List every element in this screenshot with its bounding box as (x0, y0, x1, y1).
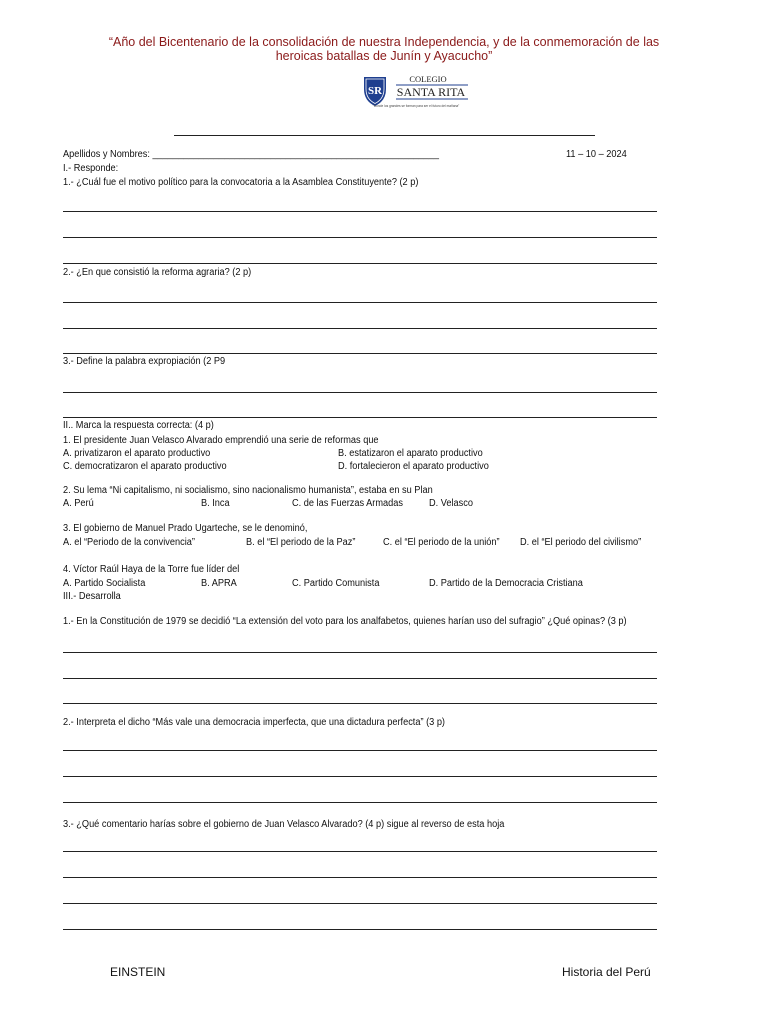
answer-line (63, 237, 657, 238)
answer-line (63, 750, 657, 751)
answer-line (63, 302, 657, 303)
question-1-1: 1.- ¿Cuál fue el motivo político para la convocatoria a la Asamblea Constituyente? (2 p) (63, 177, 419, 188)
question-3-1: 1.- En la Constitución de 1979 se decidió “La extensión del voto para los analfabetos, quienes harían uso del sufragio” ¿Qué opinas? (3 p) (63, 616, 627, 627)
mc-1-option-a: A. privatizaron el aparato productivo (63, 448, 211, 459)
question-1-2: 2.- ¿En que consistió la reforma agraria? (2 p) (63, 267, 252, 278)
mc-2-option-a: A. Perú (63, 498, 94, 509)
logo-school-top: COLEGIO (409, 74, 447, 84)
answer-line (63, 776, 657, 777)
mc-3-option-b: B. el “El periodo de la Paz” (246, 537, 356, 548)
answer-line (63, 851, 657, 852)
mc-question-2: 2. Su lema “Ni capitalismo, ni socialismo, sino nacionalismo humanista”, estaba en su Plan (63, 485, 433, 496)
header-quote-line-2: heroicas batallas de Junín y Ayacucho” (275, 49, 493, 63)
answer-line (63, 263, 657, 264)
answer-line (63, 328, 657, 329)
section-2-title: II.. Marca la respuesta correcta: (4 p) (63, 420, 214, 431)
answer-line (63, 678, 657, 679)
mc-4-option-d: D. Partido de la Democracia Cristiana (429, 578, 583, 589)
mc-2-option-c: C. de las Fuerzas Armadas (292, 498, 403, 509)
mc-2-option-d: D. Velasco (429, 498, 473, 509)
logo-initials: SR (367, 85, 383, 97)
student-name-label (63, 149, 439, 160)
mc-4-option-c: C. Partido Comunista (292, 578, 380, 589)
mc-3-option-a: A. el “Periodo de la convivencia” (63, 537, 195, 548)
footer-left: EINSTEIN (110, 965, 166, 979)
answer-line (63, 652, 657, 653)
section-3-title: III.- Desarrolla (63, 591, 121, 602)
mc-question-4: 4. Víctor Raúl Haya de la Torre fue líder del (63, 564, 240, 575)
question-3-3: 3.- ¿Qué comentario harías sobre el gobierno de Juan Velasco Alvarado? (4 p) sigue al reverso de esta hoja (63, 819, 505, 830)
question-1-3: 3.- Define la palabra expropiación (2 P9 (63, 356, 226, 367)
answer-line (63, 703, 657, 704)
shield-icon (360, 71, 472, 109)
mc-4-option-a: A. Partido Socialista (63, 578, 146, 589)
answer-line (63, 211, 657, 212)
mc-1-option-d: D. fortalecieron el aparato productivo (338, 461, 489, 472)
question-3-2: 2.- Interpreta el dicho “Más vale una democracia imperfecta, que una dictadura perfecta” (3 p) (63, 717, 446, 728)
answer-line (63, 929, 657, 930)
answer-line (63, 353, 657, 354)
answer-line (63, 392, 657, 393)
mc-3-option-d: D. el “El periodo del civilismo” (520, 537, 642, 548)
footer-right: Historia del Perú (562, 965, 651, 979)
mc-question-1: 1. El presidente Juan Velasco Alvarado emprendió una serie de reformas que (63, 435, 379, 446)
mc-1-option-b: B. estatizaron el aparato productivo (338, 448, 483, 459)
mc-2-option-b: B. Inca (201, 498, 230, 509)
answer-line (63, 903, 657, 904)
name-blank: ________________________________________________________ (152, 149, 440, 160)
name-label: Apellidos y Nombres: (63, 149, 153, 160)
school-logo (360, 71, 472, 109)
logo-school-name: SANTA RITA (396, 85, 466, 99)
title-rule (174, 135, 595, 136)
mc-1-option-c: C. democratizaron el aparato productivo (63, 461, 227, 472)
logo-motto: “Donde los grandes se forman para ser el futuro del mañana” (372, 104, 460, 108)
exam-date: 11 – 10 – 2024 (566, 149, 627, 160)
mc-question-3: 3. El gobierno de Manuel Prado Ugarteche, se le denominó, (63, 523, 308, 534)
mc-3-option-c: C. el “El periodo de la unión” (383, 537, 500, 548)
section-1-title: I.- Responde: (63, 163, 119, 174)
answer-line (63, 802, 657, 803)
answer-line (63, 877, 657, 878)
header-quote-line-1: “Año del Bicentenario de la consolidación de nuestra Independencia, y de la conmemoración de las (108, 35, 660, 49)
mc-4-option-b: B. APRA (201, 578, 237, 589)
answer-line (63, 417, 657, 418)
